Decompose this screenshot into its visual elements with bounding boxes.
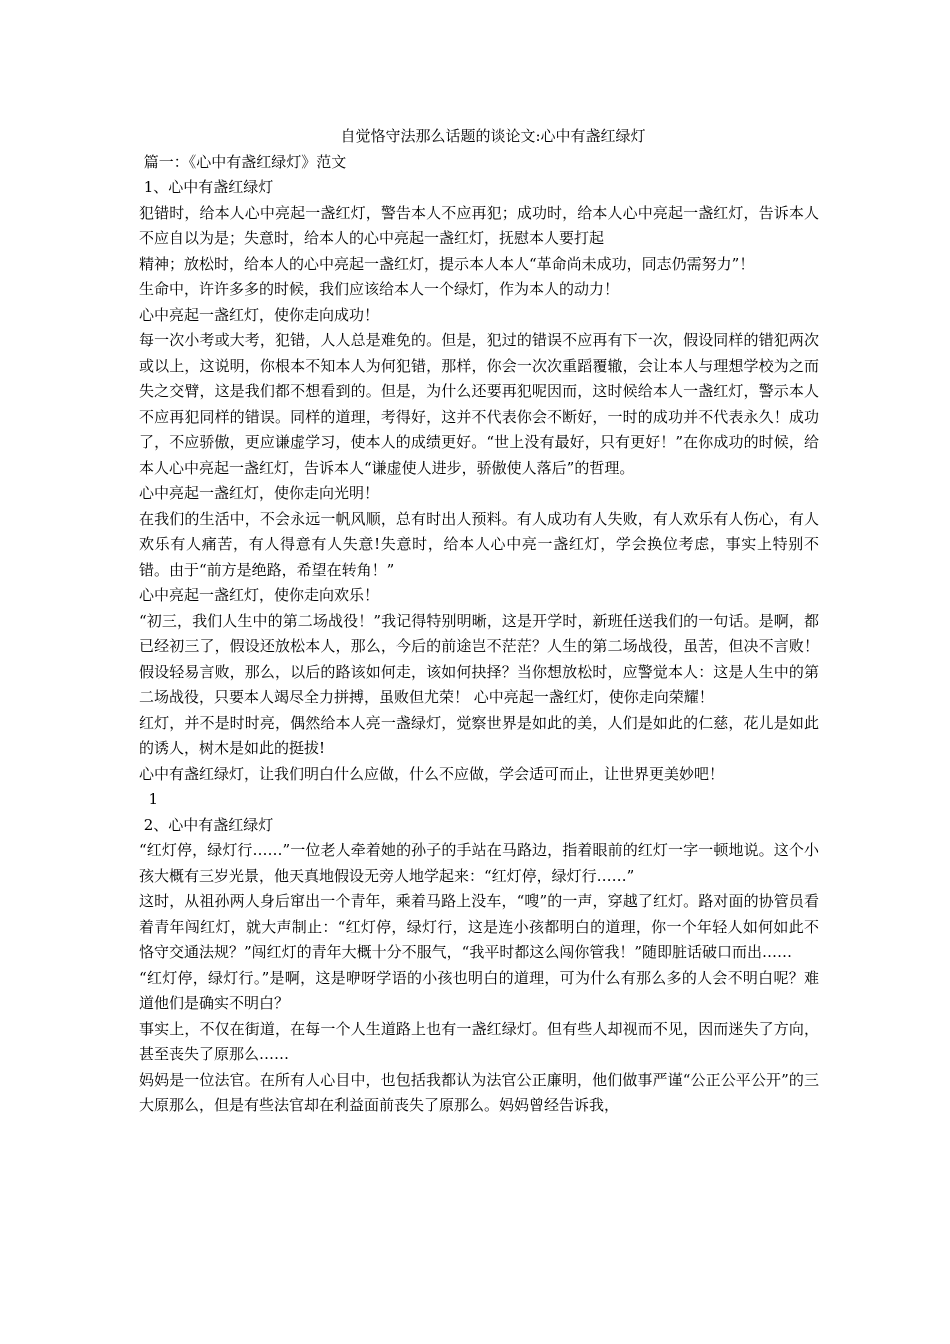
paragraph: 在我们的生活中，不会永远一帆风顺，总有时出人预料。有人成功有人失败，有人欢乐有人伤心，有人欢乐有人痛苦，有人得意有人失意!失意时，给本人心中亮一盏红灯，学会换位考虑，事实上特别不错。由于“前方是绝路，希望在转角！” <box>139 509 819 579</box>
paragraph: “红灯停，绿灯行。”是啊，这是咿呀学语的小孩也明白的道理，可为什么有那么多的人会不明白呢？难道他们是确实不明白？ <box>139 968 819 1012</box>
paragraph: 每一次小考或大考，犯错，人人总是难免的。但是，犯过的错误不应再有下一次，假设同样的错犯两次或以上，这说明，你根本不知本人为何犯错，那样，你会一次次重蹈覆辙，会让本人与理想学校为之而失之交臂，这是我们都不想看到的。但是，为什么还要再犯呢因而，这时候给本人一盏红灯，警示本人不应再犯同样的错误。同样的道理，考得好，这并不代表你会不断好，一时的成功并不代表永久！成功了，不应骄傲，更应谦虚学习，使本人的成绩更好。“世上没有最好，只有更好！”在你成功的时候，给本人心中亮起一盏红灯，告诉本人“谦虚使人进步，骄傲使人落后”的哲理。 <box>139 331 819 477</box>
document-page <box>139 124 819 1119</box>
paragraph: 精神；放松时，给本人的心中亮起一盏红灯，提示本人本人“革命尚未成功，同志仍需努力”！ <box>139 254 755 273</box>
section-heading: 2、心中有盏红绿灯 <box>139 815 274 834</box>
paragraph: 心中亮起一盏红灯，使你走向成功！ <box>139 305 380 324</box>
document-title: 自觉恪守法那么话题的谈论文:心中有盏红绿灯 <box>340 127 646 145</box>
page-number: 1 <box>139 790 159 808</box>
paragraph: 这时，从祖孙两人身后窜出一个青年，乘着马路上没车，“嗖”的一声，穿越了红灯。路对面的协管员看着青年闯红灯，就大声制止：“红灯停，绿灯行，这是连小孩都明白的道理，你一个年轻人如何如此不恪守交通法规？”闯红灯的青年大概十分不服气，“我平时都这么闯你管我！”随即脏话破口而出…… <box>139 892 819 961</box>
article-heading: 篇一：《心中有盏红绿灯》范文 <box>139 152 347 171</box>
paragraph: 生命中，许许多多的时候，我们应该给本人一个绿灯，作为本人的动力！ <box>139 280 620 298</box>
paragraph: “初三，我们人生中的第二场战役！”我记得特别明晰，这是开学时，新班任送我们的一句话。是啊，都已经初三了，假设还放松本人，那么，今后的前途岂不茫茫？人生的第二场战役，虽苦，但决不言败！假设轻易言败，那么，以后的路该如何走，该如何抉择？当你想放松时，应警觉本人：这是人生中的第二场战役，只要本人竭尽全力拼搏，虽败但尤荣！ 心中亮起一盏红灯，使你走向荣耀！ <box>139 611 819 706</box>
paragraph: 心中有盏红绿灯，让我们明白什么应做，什么不应做，学会适可而止，让世界更美妙吧！ <box>139 764 725 783</box>
paragraph: 心中亮起一盏红灯，使你走向欢乐！ <box>139 586 380 604</box>
paragraph: “红灯停，绿灯行……”一位老人牵着她的孙子的手站在马路边，指着眼前的红灯一字一顿地说。这个小孩大概有三岁光景，他天真地假设无旁人地学起来：“红灯停，绿灯行……” <box>139 841 819 885</box>
paragraph: 红灯，并不是时时亮，偶然给本人亮一盏绿灯，觉察世界是如此的美，人们是如此的仁慈，花儿是如此的诱人，树木是如此的挺拔! <box>139 713 819 757</box>
paragraph: 心中亮起一盏红灯，使你走向光明！ <box>139 484 380 502</box>
section-heading: 1、心中有盏红绿灯 <box>139 178 274 196</box>
paragraph: 事实上，不仅在街道，在每一个人生道路上也有一盏红绿灯。但有些人却视而不见，因而迷失了方向，甚至丧失了原那么…… <box>139 1019 819 1063</box>
paragraph: 犯错时，给本人心中亮起一盏红灯，警告本人不应再犯；成功时，给本人心中亮起一盏红灯，告诉本人不应自以为是；失意时，给本人的心中亮起一盏红灯，抚慰本人要打起 <box>139 203 819 247</box>
paragraph: 妈妈是一位法官。在所有人心目中，也包括我都认为法官公正廉明，他们做事严谨“公正公平公开”的三大原那么，但是有些法官却在利益面前丧失了原那么。妈妈曾经告诉我， <box>139 1070 819 1114</box>
